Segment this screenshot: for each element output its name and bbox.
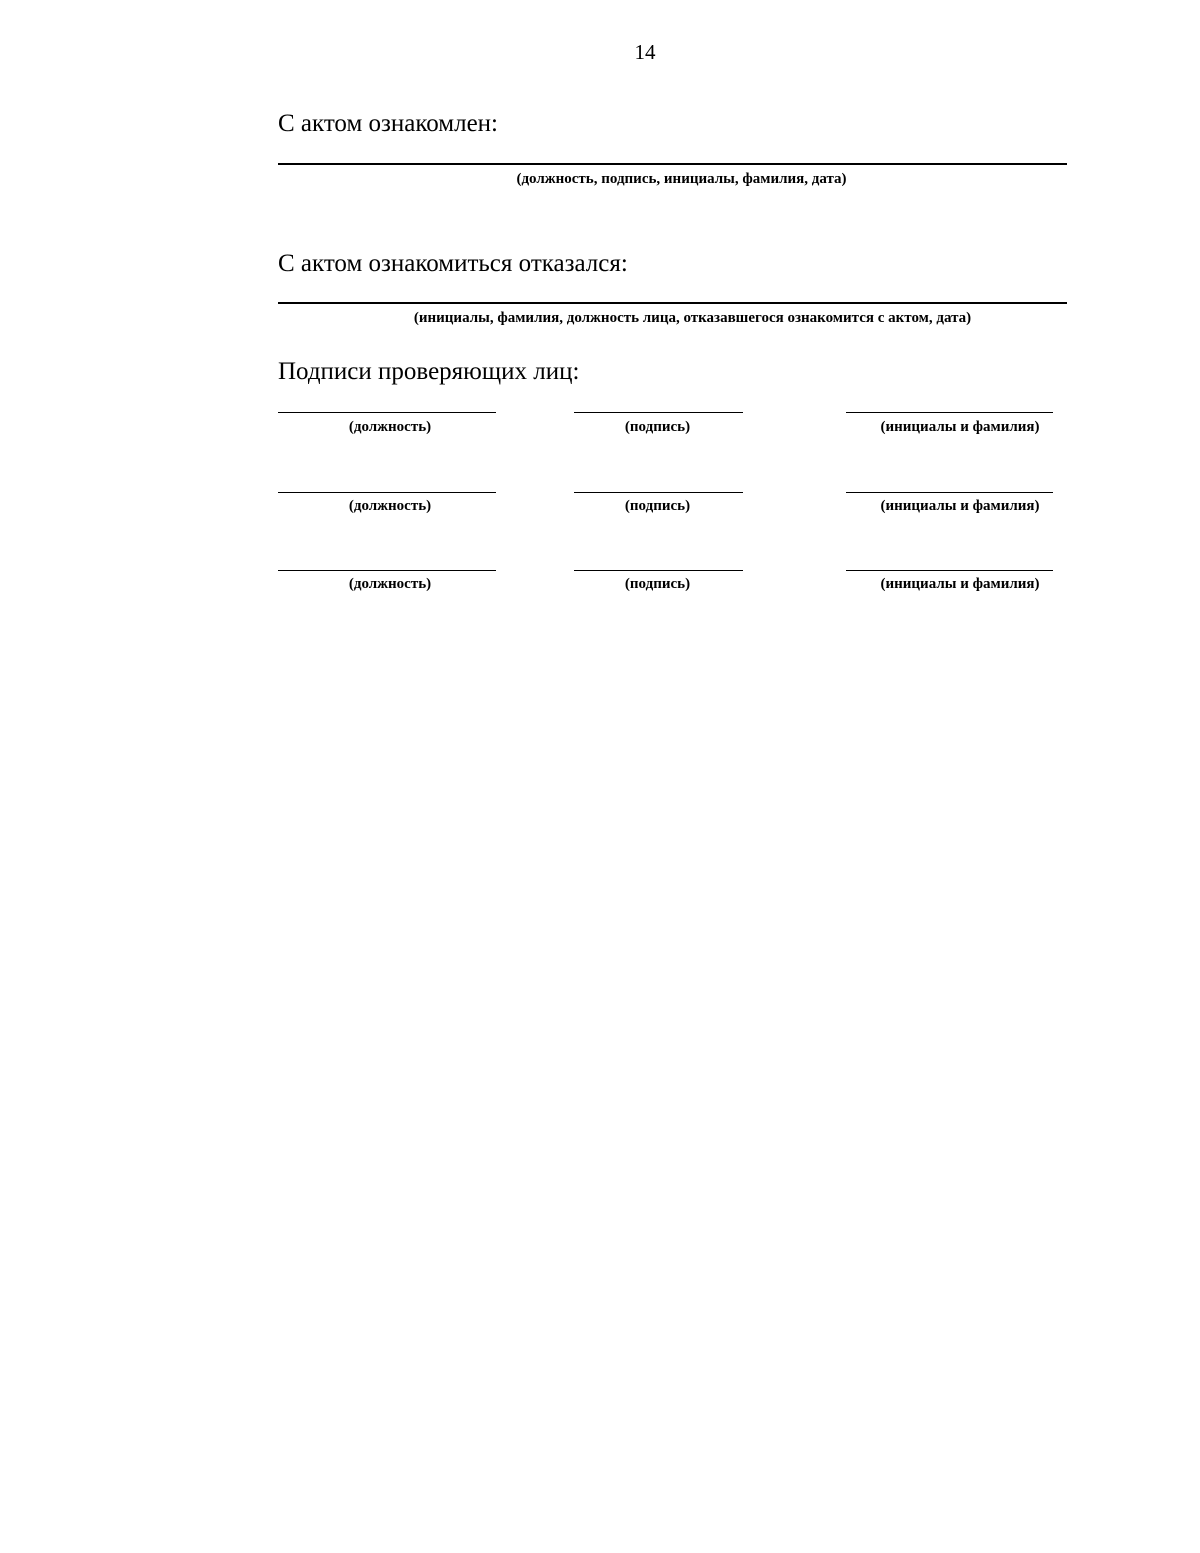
inspectors-heading: Подписи проверяющих лиц:: [278, 358, 580, 385]
signature-caption: (подпись): [624, 576, 691, 592]
page-number: 14: [634, 40, 656, 64]
refused-heading: С актом ознакомиться отказался:: [278, 250, 628, 277]
name-line: [846, 492, 1053, 493]
signature-line: [574, 492, 743, 493]
name-caption: (инициалы и фамилия): [880, 419, 1040, 435]
position-line: [278, 570, 496, 571]
position-line: [278, 412, 496, 413]
acquainted-signature-line: [278, 163, 1067, 165]
signature-caption: (подпись): [624, 498, 691, 514]
signature-line: [574, 570, 743, 571]
position-line: [278, 492, 496, 493]
position-caption: (должность): [348, 498, 432, 514]
name-line: [846, 570, 1053, 571]
name-caption: (инициалы и фамилия): [880, 576, 1040, 592]
refused-signature-line: [278, 302, 1067, 304]
name-line: [846, 412, 1053, 413]
name-caption: (инициалы и фамилия): [880, 498, 1040, 514]
acquainted-caption: (должность, подпись, инициалы, фамилия, дата): [516, 171, 847, 187]
signature-line: [574, 412, 743, 413]
position-caption: (должность): [348, 419, 432, 435]
acquainted-heading: С актом ознакомлен:: [278, 110, 498, 137]
signature-caption: (подпись): [624, 419, 691, 435]
position-caption: (должность): [348, 576, 432, 592]
refused-caption: (инициалы, фамилия, должность лица, отказавшегося ознакомится с актом, дата): [413, 310, 972, 326]
